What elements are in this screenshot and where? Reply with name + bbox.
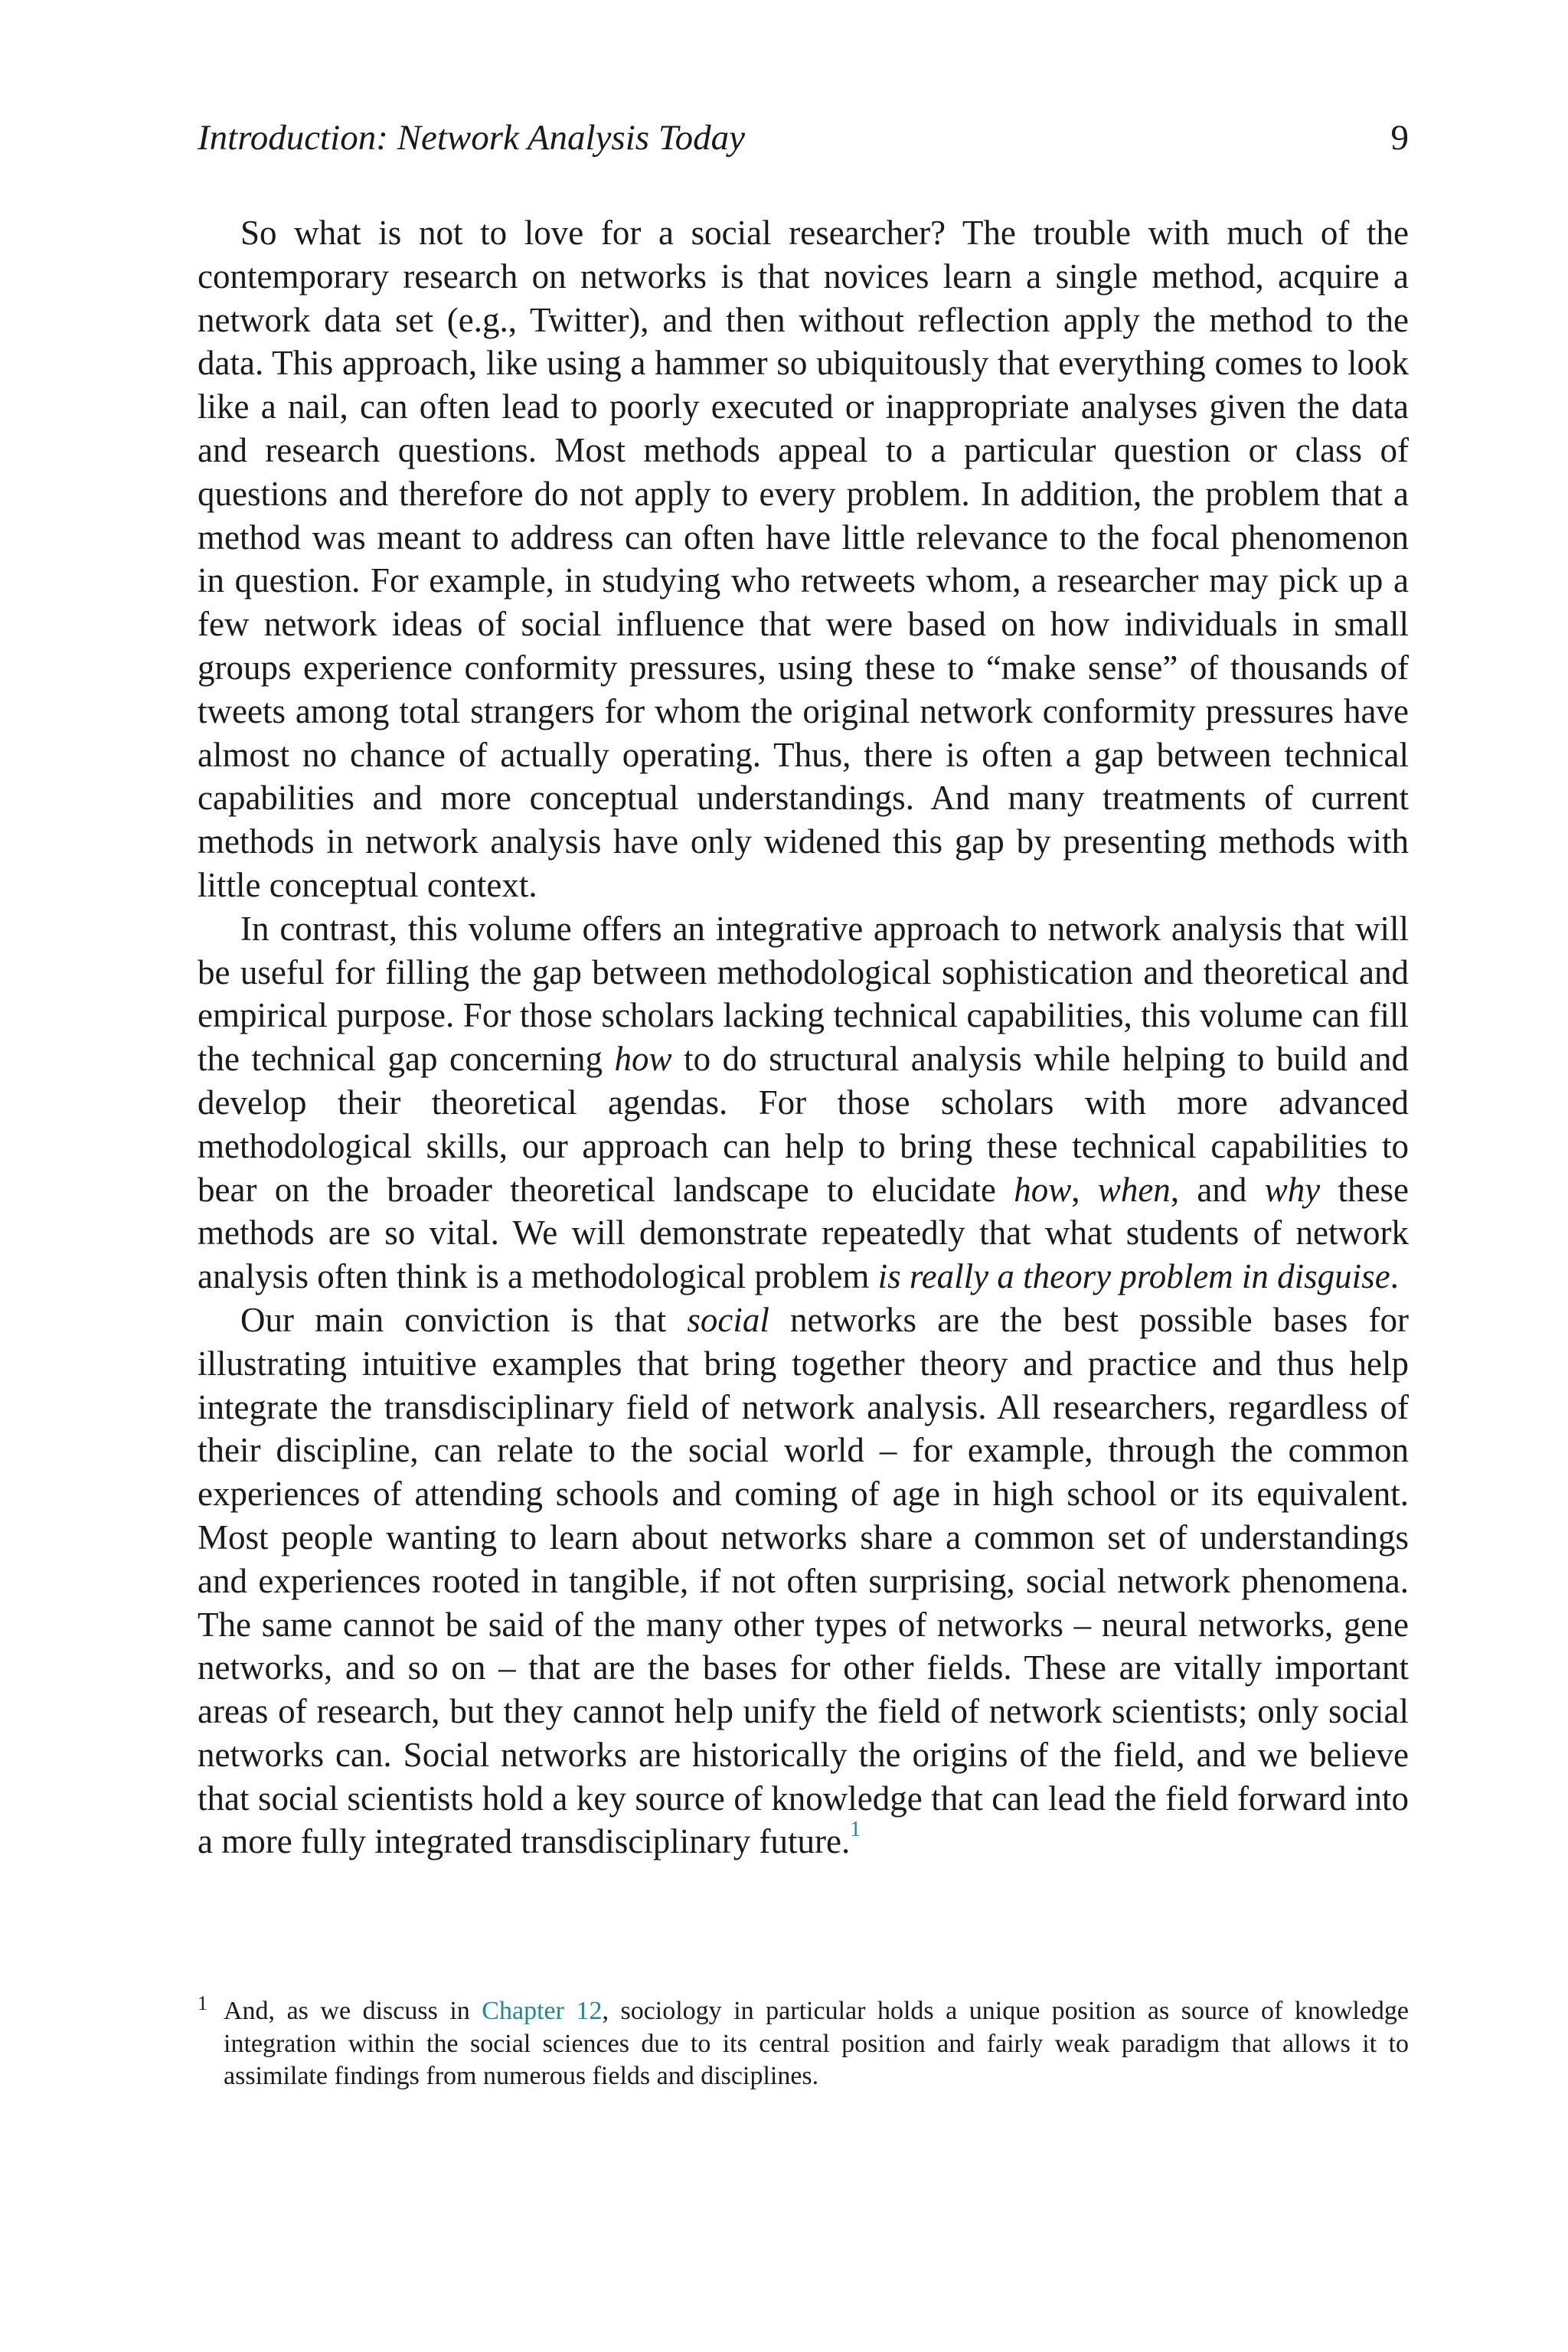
paragraph-2-text-c: , — [1071, 1170, 1098, 1209]
paragraph-1 — [198, 211, 1409, 907]
book-page — [198, 0, 1409, 2352]
chapter-12-link[interactable]: Chapter 12 — [482, 1997, 603, 2025]
body-text — [198, 211, 1409, 1864]
emphasis-social: social — [687, 1300, 769, 1339]
footnote-marker: 1 — [198, 1992, 207, 2014]
paragraph-2 — [198, 907, 1409, 1298]
emphasis-why: why — [1264, 1170, 1321, 1209]
paragraph-3 — [198, 1298, 1409, 1864]
paragraph-1-text: So what is not to love for a social researcher? The trouble with much of the contemporary research on networks is that novices learn a single method, acquire a network data set (e.g., Twitter), and then without reflection apply the method to the data. This approach, like using a hammer so ubiquitously that everything comes to look like a nail, can often lead to poorly executed or inappropriate analyses given the data and research questions. Most methods appeal to a particular question or class of questions and therefore do not apply to every problem. In addition, the problem that a method was meant to address can often have little relevance to the focal phenomenon in question. For example, in studying who retweets whom, a researcher may pick up a few network ideas of social influence that were based on how individuals in small groups experience conformity pressures, using these to “make sense” of thousands of tweets among total strangers for whom the original network conformity pressures have almost no chance of actually operating. Thus, there is often a gap between technical capabilities and more conceptual understandings. And many treatments of current methods in network analysis have only widened this gap by presenting methods with little conceptual context. — [198, 214, 1409, 904]
paragraph-2-text-d: , and — [1170, 1170, 1265, 1209]
paragraph-3-text-a: Our main conviction is that — [240, 1300, 688, 1339]
emphasis-theory-problem: is really a theory problem in disguise — [877, 1257, 1390, 1296]
footnote-text-a: And, as we discuss in — [224, 1997, 482, 2025]
footnote-1 — [198, 1992, 1409, 2093]
paragraph-2-text-f: . — [1390, 1257, 1399, 1296]
paragraph-2-text-a: In contrast, this volume offers an integrative approach to network analysis that will be useful for filling the gap between methodological sophistication and theoretical and empirical purpose. For those scholars lacking technical capabilities, this volume can fill the technical gap concerning — [198, 909, 1409, 1079]
emphasis-when: when — [1097, 1170, 1171, 1209]
paragraph-2-text-e: these methods are so vital. We will demonstrate repeatedly that what students of network analysis often think is a methodological problem — [198, 1170, 1409, 1296]
footnote-reference-link[interactable]: 1 — [850, 1818, 861, 1842]
emphasis-how-2: how — [1014, 1170, 1072, 1209]
page-number: 9 — [1390, 118, 1409, 158]
chapter-title: Introduction: Network Analysis Today — [198, 118, 746, 158]
footnote-text-b: , sociology in particular holds a unique position as source of knowledge integration within the social sciences due to its central position and fairly weak paradigm that allows it to assimilate findings from numerous fields and disciplines. — [224, 1997, 1409, 2090]
footnotes — [198, 1992, 1409, 2093]
running-head — [198, 115, 1409, 161]
paragraph-3-text-b: networks are the best possible bases for illustrating intuitive examples that bring together theory and practice and thus help integrate the transdisciplinary field of network analysis. All researchers, regardless of their discipline, can relate to the social world – for example, through the common experiences of attending schools and coming of age in high school or its equivalent. Most people wanting to learn about networks share a common set of understandings and experiences rooted in tangible, if not often surprising, social network phenomena. The same cannot be said of the many other types of networks – neural networks, gene networks, and so on – that are the bases for other fields. These are vitally important areas of research, but they cannot help unify the field of network scientists; only social networks can. Social networks are historically the origins of the field, and we believe that social scientists hold a key source of knowledge that can lead the field forward into a more fully integrated transdisciplinary future. — [198, 1300, 1409, 1861]
paragraph-2-text-b: to do structural analysis while helping to build and develop their theoretical agendas. For those scholars with more advanced methodological skills, our approach can help to bring these technical capabilities to bear on the broader theoretical landscape to elucidate — [198, 1040, 1409, 1209]
emphasis-how: how — [614, 1040, 672, 1079]
